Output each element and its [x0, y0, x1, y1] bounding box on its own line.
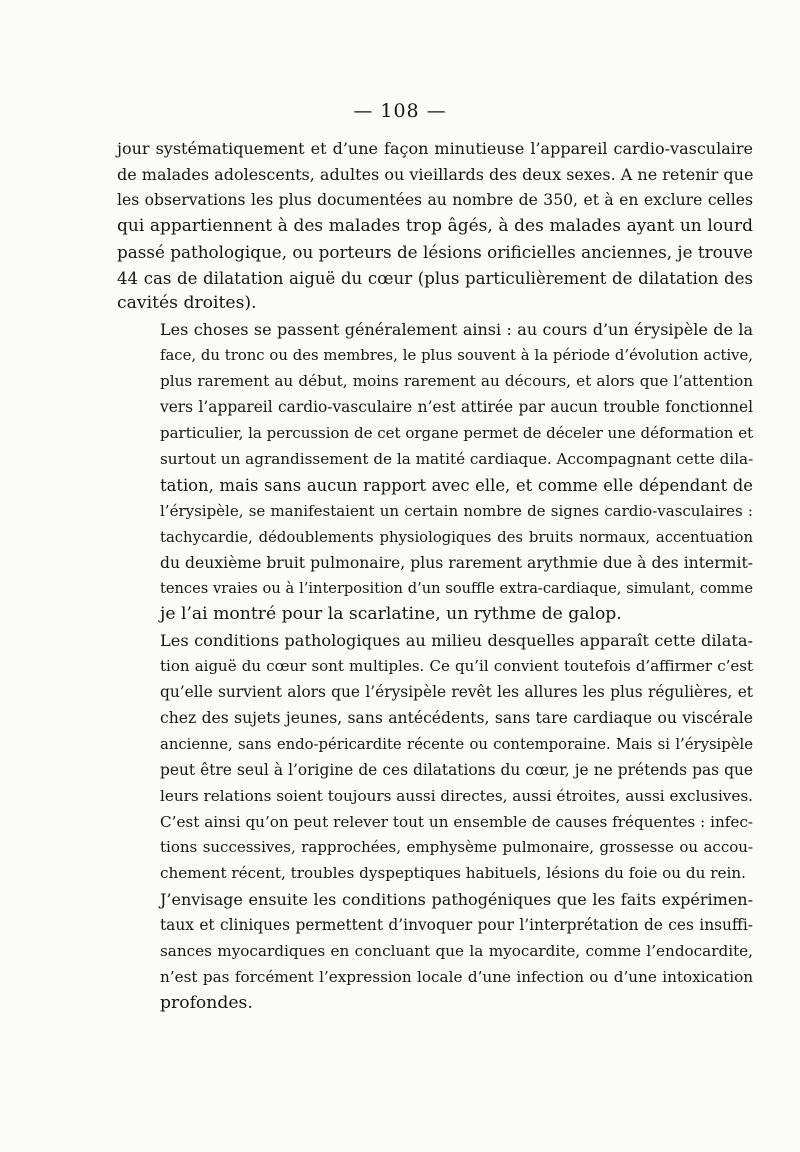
- text-line: tion aiguë du cœur sont multiples. Ce qu’il convient toutefois d’affirmer c’est: [160, 657, 753, 676]
- text-line: du deuxième bruit pulmonaire, plus rarement arythmie due à des intermit-: [160, 553, 753, 572]
- text-line: chement récent, troubles dyspeptiques habituels, lésions du foie ou du rein.: [160, 864, 746, 883]
- text-line: sances myocardiques en concluant que la myocardite, comme l’endocardite,: [160, 942, 753, 961]
- text-line: je l’ai montré pour la scarlatine, un rythme de galop.: [160, 604, 622, 625]
- text-line: de malades adolescents, adultes ou vieillards des deux sexes. A ne retenir que: [117, 164, 754, 184]
- text-line: taux et cliniques permettent d’invoquer pour l’interprétation de ces insuffi-: [160, 916, 753, 935]
- text-line: les observations les plus documentées au nombre de 350, et à en exclure celles: [117, 190, 753, 209]
- text-line: tences vraies ou à l’interposition d’un souffle extra-cardiaque, simulant, comme: [160, 580, 753, 598]
- text-line: vers l’appareil cardio-vasculaire n’est attirée par aucun trouble fonctionnel: [160, 398, 753, 417]
- text-line: qu’elle survient alors que l’érysipèle revêt les allures les plus régulières, et: [160, 683, 753, 702]
- text-line: Les conditions pathologiques au milieu desquelles apparaît cette dilata-: [160, 631, 753, 651]
- text-line: plus rarement au début, moins rarement au décours, et alors que l’attention: [160, 372, 753, 391]
- text-line: face, du tronc ou des membres, le plus souvent à la période d’évolution active,: [160, 347, 753, 365]
- text-line: qui appartiennent à des malades trop âgés, à des malades ayant un lourd: [117, 215, 753, 236]
- text-line: leurs relations soient toujours aussi directes, aussi étroites, aussi exclusives.: [160, 786, 753, 805]
- text-line: C’est ainsi qu’on peut relever tout un ensemble de causes fréquentes : infec-: [160, 812, 753, 831]
- text-line: l’érysipèle, se manifestaient un certain nombre de signes cardio-vasculaires :: [160, 501, 753, 520]
- text-line: 44 cas de dilatation aiguë du cœur (plus particulièrement de dilatation des: [117, 268, 753, 288]
- text-line: tachycardie, dédoublements physiologiques des bruits normaux, accentuation: [160, 528, 753, 546]
- page-number: — 108 —: [353, 100, 447, 122]
- body-text: [117, 136, 753, 1017]
- text-line: cavités droites).: [117, 293, 257, 314]
- text-line: jour systématiquement et d’une façon minutieuse l’appareil cardio-vasculaire: [117, 139, 753, 158]
- text-line: profondes.: [160, 992, 253, 1013]
- paragraph: [117, 136, 753, 317]
- text-line: surtout un agrandissement de la matité cardiaque. Accompagnant cette dila-: [160, 449, 754, 468]
- text-line: tions successives, rapprochées, emphysème pulmonaire, grossesse ou accou-: [160, 838, 753, 857]
- text-line: tation, mais sans aucun rapport avec elle, et comme elle dépendant de: [160, 475, 753, 495]
- paragraph: [117, 317, 753, 628]
- text-line: particulier, la percussion de cet organe permet de déceler une déformation et: [160, 423, 754, 442]
- text-line: J’envisage ensuite les conditions pathogéniques que les faits expérimen-: [160, 890, 753, 910]
- paragraph: [117, 887, 753, 1017]
- text-line: passé pathologique, ou porteurs de lésions orificielles anciennes, je trouve: [117, 241, 753, 262]
- text-line: Les choses se passent généralement ainsi : au cours d’un érysipèle de la: [160, 320, 753, 340]
- text-line: ancienne, sans endo-péricardite récente ou contemporaine. Mais si l’érysipèle: [160, 735, 753, 753]
- paragraph: [117, 628, 753, 887]
- text-line: peut être seul à l’origine de ces dilatations du cœur, je ne prétends pas que: [160, 760, 753, 779]
- text-line: chez des sujets jeunes, sans antécédents, sans tare cardiaque ou viscérale: [160, 708, 753, 727]
- text-line: n’est pas forcément l’expression locale d’une infection ou d’une intoxication: [160, 968, 753, 986]
